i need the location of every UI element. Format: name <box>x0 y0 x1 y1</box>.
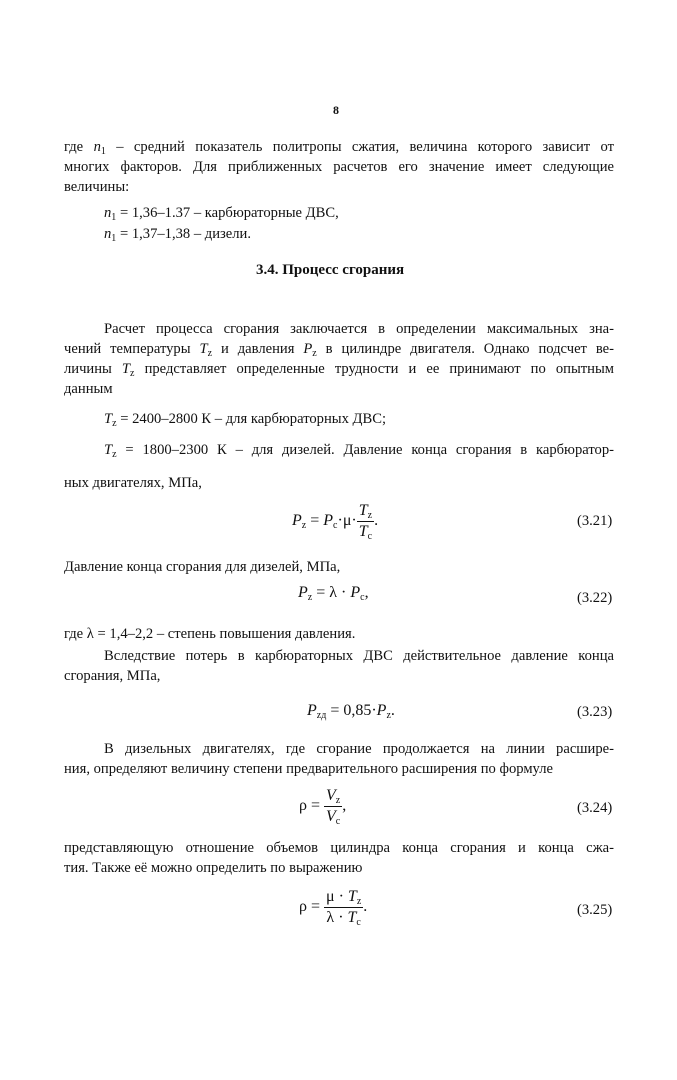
tz-diesel: $T_z = 1800-2300$ К – для дизелей. Давление конца сгорания в карбюратор- <box>104 442 614 460</box>
equation-3-22: $P_z = \lambda \cdot P_c$, <box>298 584 369 603</box>
paragraph-line: чений температуры $T_z$ и давления $P_z$ в цилиндре двигателя. Однако подсчет ве- <box>64 341 615 359</box>
equation-number: (3.22) <box>577 590 613 606</box>
n-value-diesel: $n_1 = 1,37-1,38$ – дизели. <box>104 226 252 244</box>
paragraph-line: ния, определяют величину степени предварительного расширения по формуле <box>64 761 553 777</box>
tz-carburetor: $T_z = 2400-2800$ К – для карбюраторных ДВС; <box>104 411 387 429</box>
equation-number: (3.23) <box>577 704 613 720</box>
equation-3-25: ρ = $\frac{\mu \cdot T_z}{\lambda \cdot T_c}$ . <box>299 888 368 928</box>
paragraph-line: В дизельных двигателях, где сгорание продолжается на линии расшире- <box>104 741 614 757</box>
n-value-carburetor: $n_1 = 1,36-1.37$ – карбюраторные ДВС, <box>104 205 339 223</box>
paragraph-line: где λ = 1,4–2,2 – степень повышения давления. <box>64 626 356 642</box>
paragraph-line: Вследствие потерь в карбюраторных ДВС действительное давление конца <box>104 648 614 664</box>
paragraph-line: Расчет процесса сгорания заключается в определении максимальных зна- <box>104 321 614 337</box>
paragraph-line: личины $T_z$ представляет определенные трудности и ее принимают по опытным <box>64 361 614 379</box>
fraction: $\frac{V_z}{V_c}$ <box>326 787 341 827</box>
section-title: 3.4. Процесс сгорания <box>256 262 405 278</box>
equation-3-23: $P_{zд} = 0,85\cdot P_z$. <box>307 702 395 721</box>
equation-number: (3.21) <box>577 513 613 529</box>
paragraph-line: многих факторов. Для приближенных расчетов его значение имеет следующие <box>64 159 614 175</box>
paragraph-line: тия. Также её можно определить по выражению <box>64 860 363 876</box>
paragraph-line: Давление конца сгорания для дизелей, МПа, <box>64 559 341 575</box>
equation-number: (3.24) <box>577 800 613 816</box>
equation-3-21: $P_z = P_c\cdot\mu\cdot$ $\frac{T_z}{T_c}$ . <box>292 502 379 542</box>
fraction: $\frac{T_z}{T_c}$ <box>358 502 373 542</box>
paragraph-line: ных двигателях, МПа, <box>64 475 202 491</box>
paragraph-line: сгорания, МПа, <box>64 668 161 684</box>
paragraph-line: данным <box>64 381 113 397</box>
paragraph-line: представляющую отношение объемов цилиндра конца сгорания и конца сжа- <box>64 840 614 856</box>
paragraph-line: где $n_1$ – средний показатель политропы сжатия, величина которого зависит от <box>64 139 614 157</box>
paragraph-line: величины: <box>64 179 130 195</box>
page-number: 8 <box>333 103 339 117</box>
equation-3-24: ρ = $\frac{V_z}{V_c}$ , <box>299 787 347 827</box>
equation-number: (3.25) <box>577 902 613 918</box>
fraction: $\frac{\mu \cdot T_z}{\lambda \cdot T_c}$ <box>326 888 362 928</box>
